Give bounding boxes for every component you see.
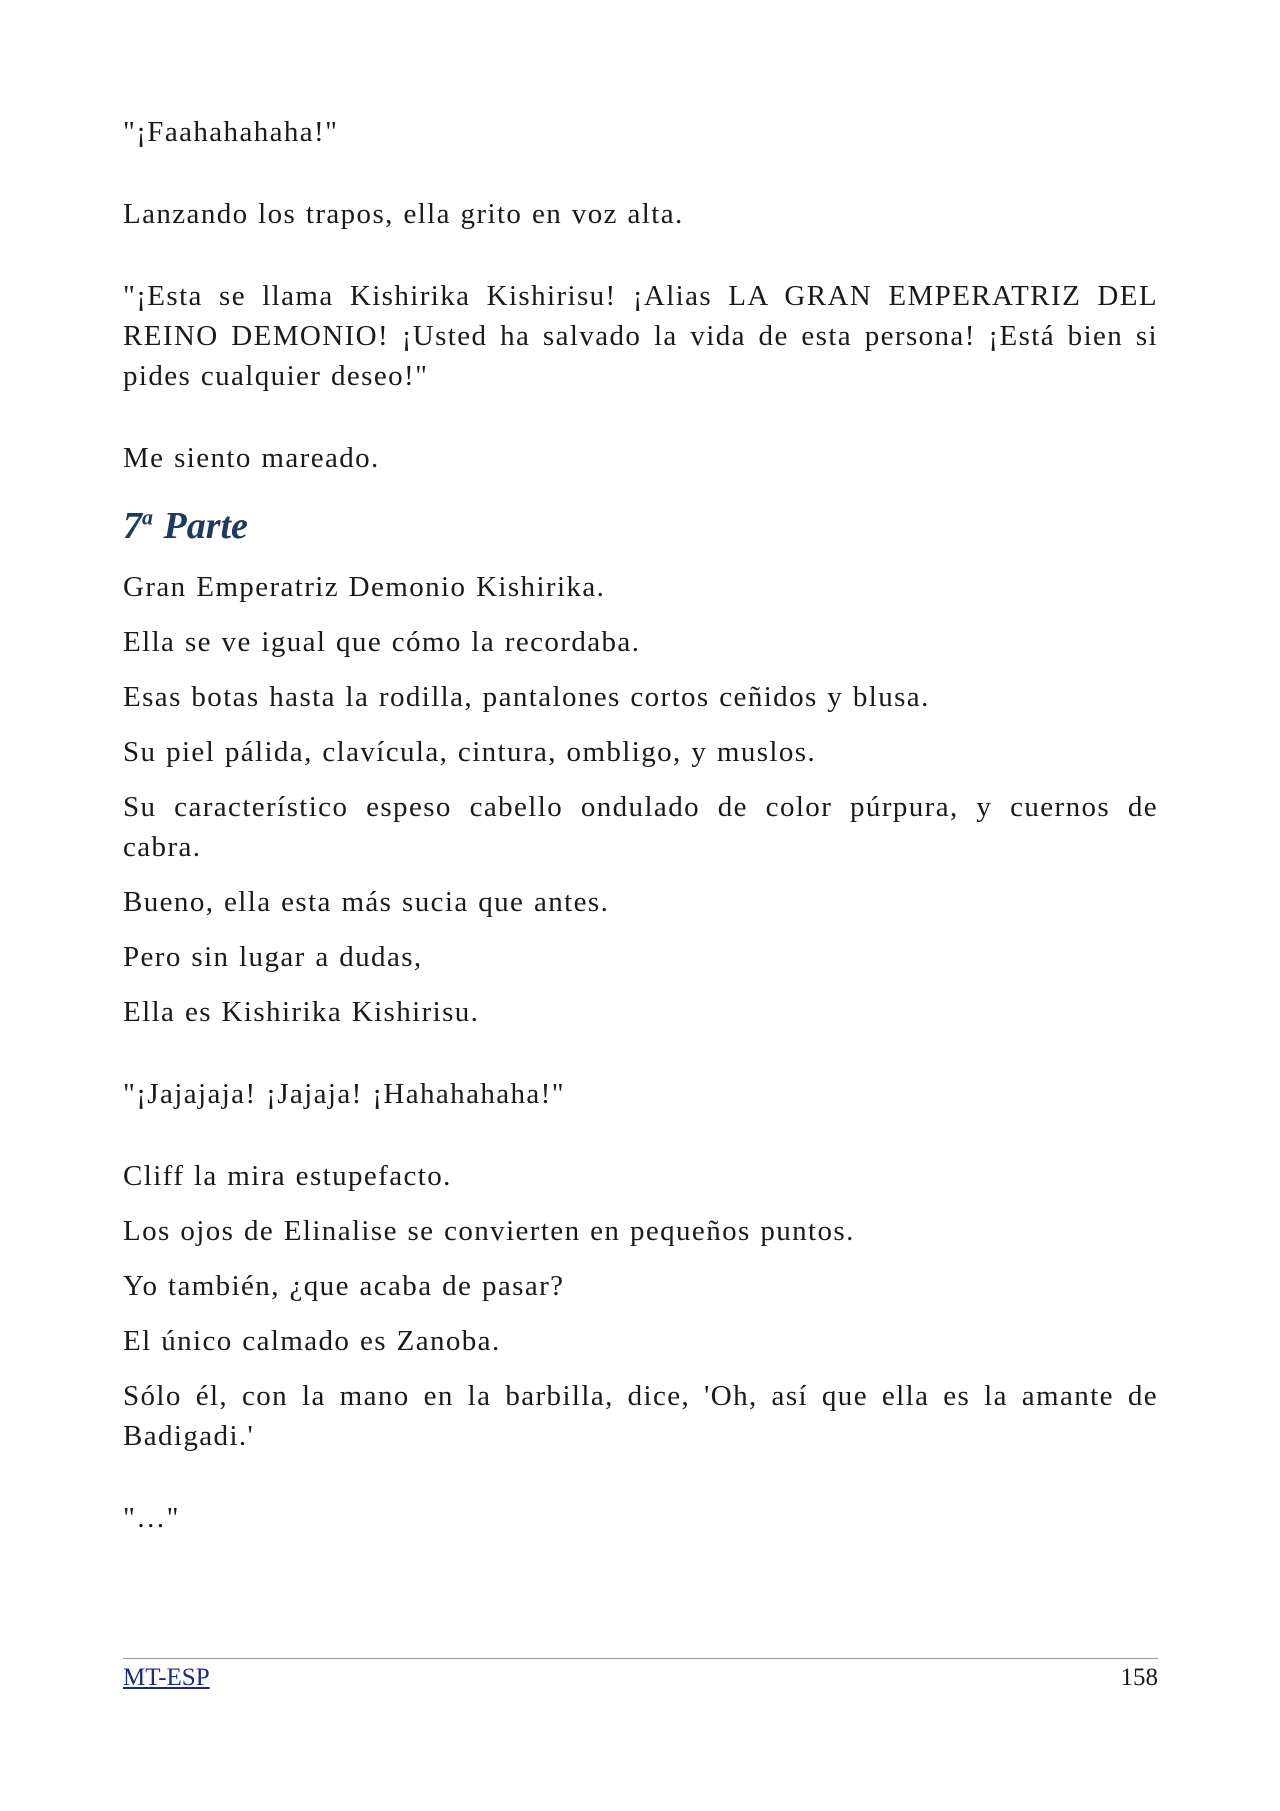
paragraph: El único calmado es Zanoba. [123,1325,501,1357]
paragraph: Su característico espeso cabello ondulado de color púrpura, y cuernos de cabra. [123,791,1158,863]
paragraph: Gran Emperatriz Demonio Kishirika. [123,571,606,603]
section-heading [123,500,1158,552]
paragraph: Los ojos de Elinalise se convierten en pequeños puntos. [123,1215,855,1247]
paragraph: Cliff la mira estupefacto. [123,1160,452,1192]
paragraph: Ella se ve igual que cómo la recordaba. [123,626,641,658]
heading-ordinal: a [142,504,153,530]
paragraph: Lanzando los trapos, ella grito en voz alta. [123,198,684,230]
paragraph: Sólo él, con la mano en la barbilla, dice, 'Oh, así que ella es la amante de Badigadi.' [123,1380,1158,1452]
paragraph: Pero sin lugar a dudas, [123,941,423,973]
paragraph: "…" [123,1502,180,1534]
paragraph: Esas botas hasta la rodilla, pantalones cortos ceñidos y blusa. [123,681,930,713]
paragraph: Ella es Kishirika Kishirisu. [123,996,480,1028]
paragraph: Su piel pálida, clavícula, cintura, ombligo, y muslos. [123,736,817,768]
page-body [123,112,1158,1538]
heading-title: Parte [163,505,248,547]
paragraph: "¡Esta se llama Kishirika Kishirisu! ¡Alias LA GRAN EMPERATRIZ DEL REINO DEMONIO! ¡Usted ha salvado la vida de esta persona! ¡Está bien si pides cualquier deseo!" [123,280,1158,392]
paragraph: Yo también, ¿que acaba de pasar? [123,1270,565,1302]
paragraph: Me siento mareado. [123,442,380,474]
paragraph: Bueno, ella esta más sucia que antes. [123,886,610,918]
paragraph: "¡Jajajaja! ¡Jajaja! ¡Hahahahaha!" [123,1078,565,1110]
heading-number: 7 [123,505,142,547]
page-number: 158 [1120,1664,1158,1691]
footer-site-link[interactable]: MT-ESP [123,1664,210,1691]
page-footer [123,1658,1158,1695]
paragraph: "¡Faahahahaha!" [123,116,339,148]
